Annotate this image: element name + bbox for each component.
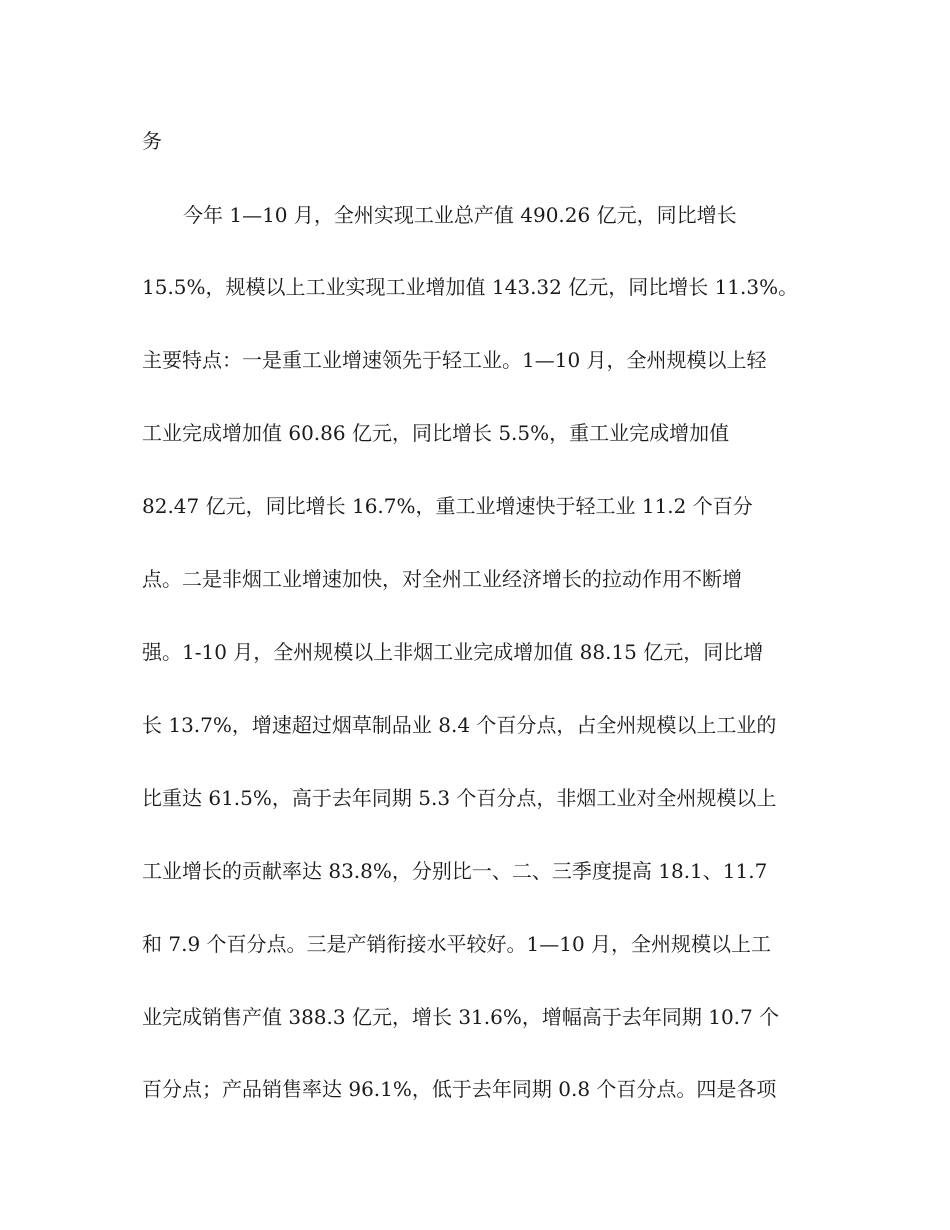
text-line-8: 强。1-10 月，全州规模以上非烟工业完成增加值 88.15 亿元，同比增 xyxy=(142,640,764,664)
text-line-10: 比重达 61.5%，高于去年同期 5.3 个百分点，非烟工业对全州规模以上 xyxy=(142,786,777,810)
text-line-6: 82.47 亿元，同比增长 16.7%，重工业增速快于轻工业 11.2 个百分 xyxy=(142,494,753,518)
text-line-2: 今年 1—10 月，全州实现工业总产值 490.26 亿元，同比增长 xyxy=(183,203,737,227)
text-line-4: 主要特点：一是重工业增速领先于轻工业。1—10 月，全州规模以上轻 xyxy=(142,348,767,372)
text-line-11: 工业增长的贡献率达 83.8%，分别比一、二、三季度提高 18.1、11.7 xyxy=(142,859,768,883)
text-line-3: 15.5%，规模以上工业实现工业增加值 143.32 亿元，同比增长 11.3%。 xyxy=(142,275,799,299)
text-line-7: 点。二是非烟工业增速加快，对全州工业经济增长的拉动作用不断增 xyxy=(142,567,742,591)
text-line-5: 工业完成增加值 60.86 亿元，同比增长 5.5%，重工业完成增加值 xyxy=(142,421,730,445)
text-line-1: 务 xyxy=(142,129,162,153)
text-line-12: 和 7.9 个百分点。三是产销衔接水平较好。1—10 月，全州规模以上工 xyxy=(142,932,772,956)
text-line-13: 业完成销售产值 388.3 亿元，增长 31.6%，增幅高于去年同期 10.7 个 xyxy=(142,1005,780,1029)
text-line-14: 百分点；产品销售率达 96.1%，低于去年同期 0.8 个百分点。四是各项 xyxy=(142,1077,777,1101)
text-line-9: 长 13.7%，增速超过烟草制品业 8.4 个百分点，占全州规模以上工业的 xyxy=(142,713,777,737)
